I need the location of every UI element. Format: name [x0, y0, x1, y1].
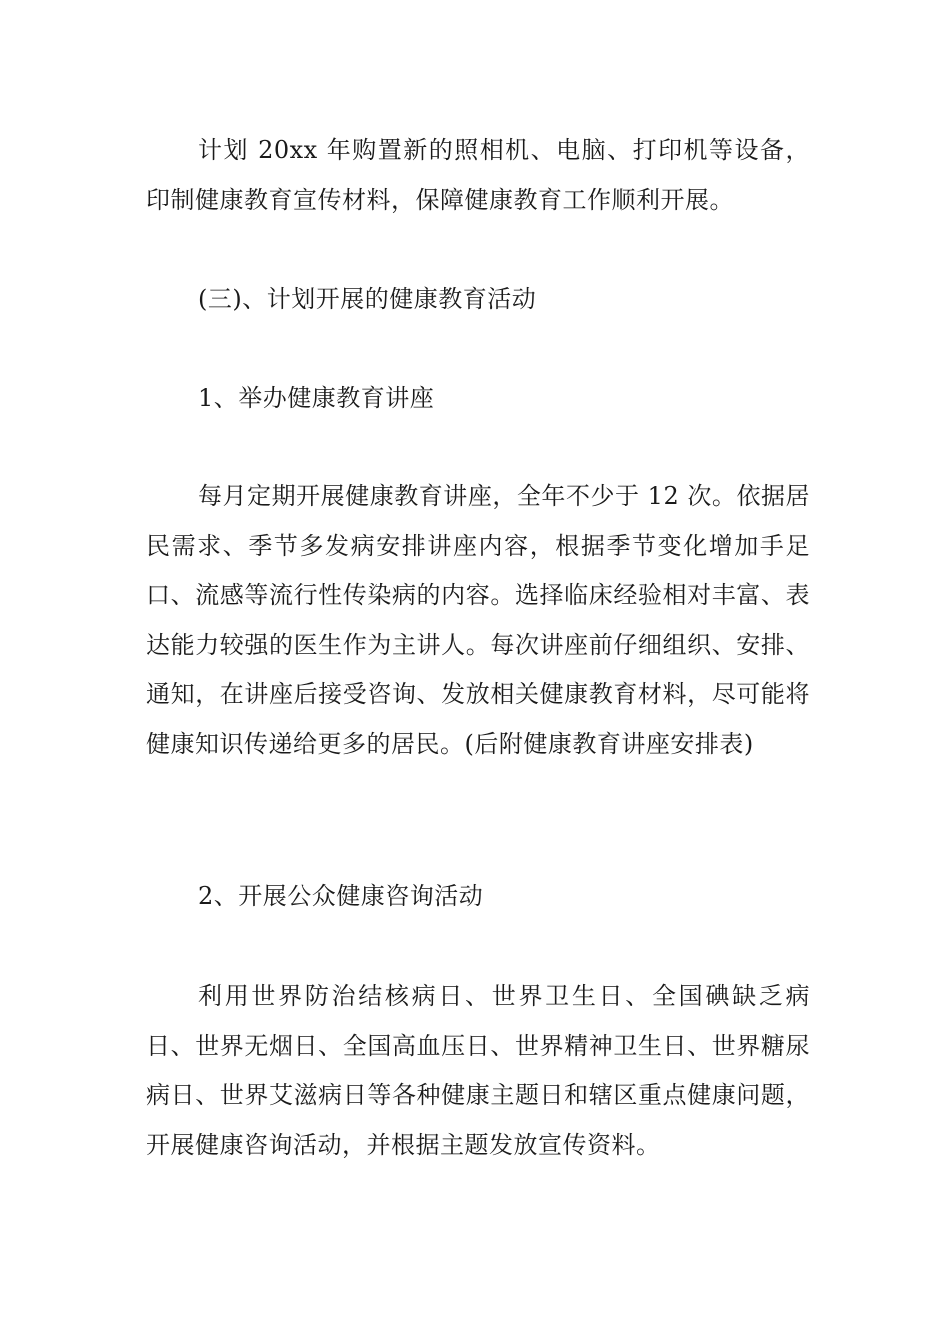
- paragraph-lectures: 每月定期开展健康教育讲座，全年不少于 12 次。依据居民需求、季节多发病安排讲座内容，根据季节变化增加手足口、流感等流行性传染病的内容。选择临床经验相对丰富、表达能力较强的医生作为主讲人。每次讲座前仔细组织、安排、通知，在讲座后接受咨询、发放相关健康教育材料，尽可能将健康知识传递给更多的居民。(后附健康教育讲座安排表): [146, 482, 810, 758]
- subheading-lectures: 1、举办健康教育讲座: [198, 384, 435, 412]
- paragraph-equipment-plan: 计划 20xx 年购置新的照相机、电脑、打印机等设备，印制健康教育宣传材料，保障健康教育工作顺利开展。: [146, 136, 810, 214]
- section-heading-health-activities: (三)、计划开展的健康教育活动: [198, 285, 537, 313]
- paragraph-public-consultation: 利用世界防治结核病日、世界卫生日、全国碘缺乏病日、世界无烟日、全国高血压日、世界精神卫生日、世界糖尿病日、世界艾滋病日等各种健康主题日和辖区重点健康问题，开展健康咨询活动，并根据主题发放宣传资料。: [146, 982, 810, 1159]
- subheading-public-consultation: 2、开展公众健康咨询活动: [198, 882, 484, 910]
